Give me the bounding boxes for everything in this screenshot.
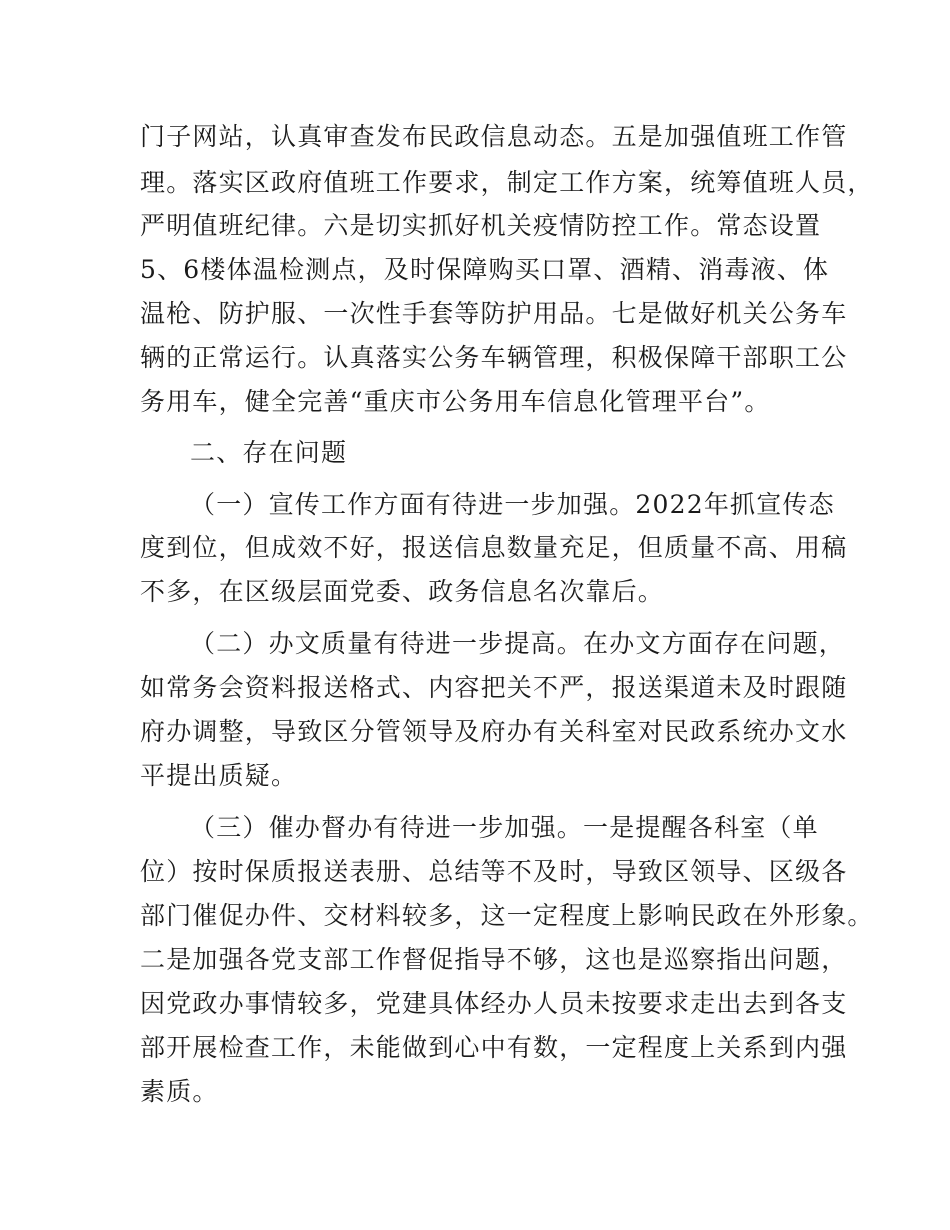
text-line: 不多，在区级层面党委、政务信息名次靠后。 xyxy=(140,577,665,606)
text-line: 因党政办事情较多，党建具体经办人员未按要求走出去到各支 xyxy=(140,989,848,1018)
text-line: 如常务会资料报送格式、内容把关不严，报送渠道未及时跟随 xyxy=(140,673,848,702)
text-line: 温枪、防护服、一次性手套等防护用品。七是做好机关公务车 xyxy=(140,299,848,328)
text-line: 府办调整，导致区分管领导及府办有关科室对民政系统办文水 xyxy=(140,717,848,746)
text-line: 素质。 xyxy=(140,1077,219,1106)
text-line: 度到位，但成效不好，报送信息数量充足，但质量不高、用稿 xyxy=(140,533,848,562)
text-line: 5、6楼体温检测点，及时保障购买口罩、酒精、消毒液、体 xyxy=(140,255,830,284)
text-line: 务用车，健全完善“重庆市公务用车信息化管理平台”。 xyxy=(140,387,771,416)
text-line: 严明值班纪律。六是切实抓好机关疫情防控工作。常态设置 xyxy=(140,211,822,240)
text-line: 平提出质疑。 xyxy=(140,761,298,790)
paragraph-heading: （三）催办督办有待进一步加强。一是提醒各科室（单 xyxy=(190,813,819,842)
text-line: 位）按时保质报送表册、总结等不及时，导致区领导、区级各 xyxy=(140,857,848,886)
paragraph-heading: （二）办文质量有待进一步提高。在办文方面存在问题， xyxy=(190,629,846,658)
text-line: 门子网站，认真审查发布民政信息动态。五是加强值班工作管 xyxy=(140,122,848,151)
paragraph-heading: （一）宣传工作方面有待进一步加强。2022年抓宣传态 xyxy=(190,490,835,519)
text-line: 辆的正常运行。认真落实公务车辆管理，积极保障干部职工公 xyxy=(140,343,848,372)
text-line: 部开展检查工作，未能做到心中有数，一定程度上关系到内强 xyxy=(140,1033,848,1062)
text-line: 部门催促办件、交材料较多，这一定程度上影响民政在外形象。 xyxy=(140,901,874,930)
text-line: 理。落实区政府值班工作要求，制定工作方案，统筹值班人员， xyxy=(140,168,874,197)
section-heading: 二、存在问题 xyxy=(190,438,348,467)
text-line: 二是加强各党支部工作督促指导不够，这也是巡察指出问题， xyxy=(140,945,848,974)
